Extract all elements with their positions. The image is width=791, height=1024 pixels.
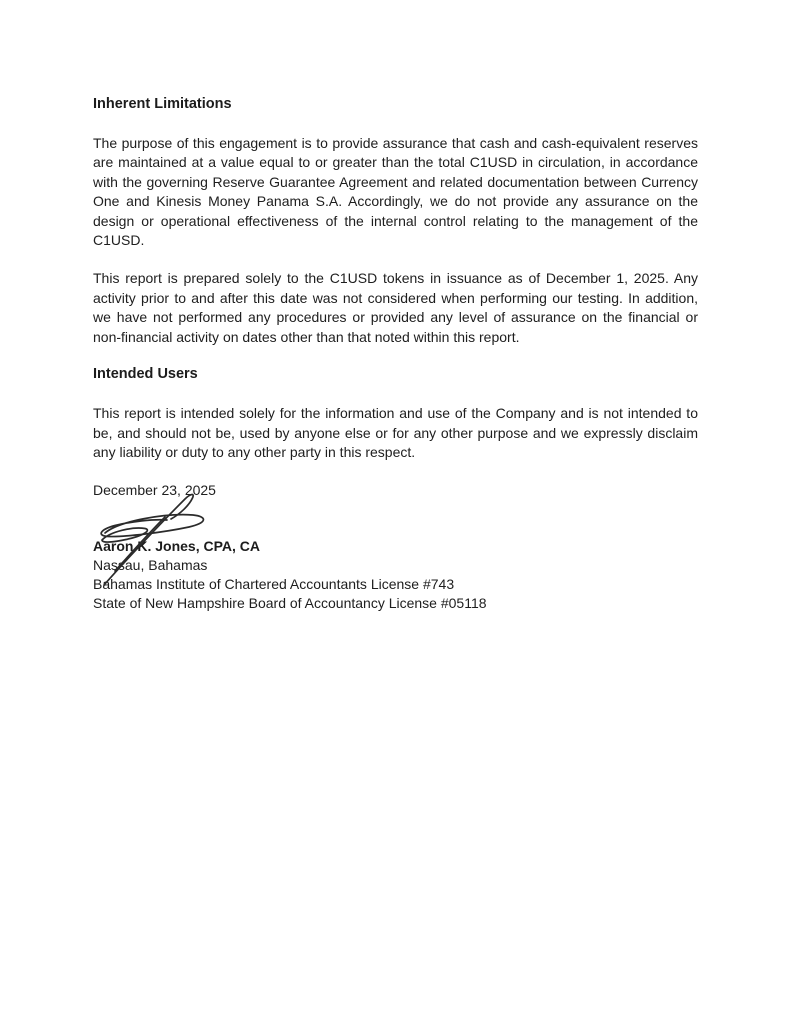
signatory-name: Aaron K. Jones, CPA, CA bbox=[93, 538, 260, 555]
section-heading-intended-users: Intended Users bbox=[93, 366, 198, 383]
section-inherent-limitations bbox=[93, 95, 698, 347]
signatory-license-bahamas: Bahamas Institute of Chartered Accountants License #743 bbox=[93, 575, 455, 592]
signature-block bbox=[93, 537, 698, 612]
signatory-location: Nassau, Bahamas bbox=[93, 557, 208, 574]
section-heading-inherent-limitations: Inherent Limitations bbox=[93, 96, 232, 112]
paragraph-intended-use: This report is intended solely for the information and use of the Company and is not intended to be, and should not be, used by anyone else or for any other purpose and we expressly disclaim any liability or duty to any other party in this respect. bbox=[93, 404, 698, 461]
paragraph-engagement-purpose: The purpose of this engagement is to provide assurance that cash and cash-equivalent reserves are maintained at a value equal to or greater than the total C1USD in circulation, in accordance with the governing Reserve Guarantee Agreement and related documentation between Currency One and Kinesis Money Panama S.A. Accordingly, we do not provide any assurance on the design or operational effectiveness of the internal control relating to the management of the C1USD. bbox=[93, 134, 698, 249]
section-intended-users bbox=[93, 365, 698, 462]
report-date: December 23, 2025 bbox=[93, 481, 216, 498]
signatory-license-new-hampshire: State of New Hampshire Board of Accountancy License #05118 bbox=[93, 594, 487, 611]
paragraph-report-scope: This report is prepared solely to the C1USD tokens in issuance as of December 1, 2025. Any activity prior to and after this date was not considered when performing our testing. In addition, we have not performed any procedures or provided any level of assurance on the financial or non-financial activity on dates other than that noted within this report. bbox=[93, 270, 698, 345]
